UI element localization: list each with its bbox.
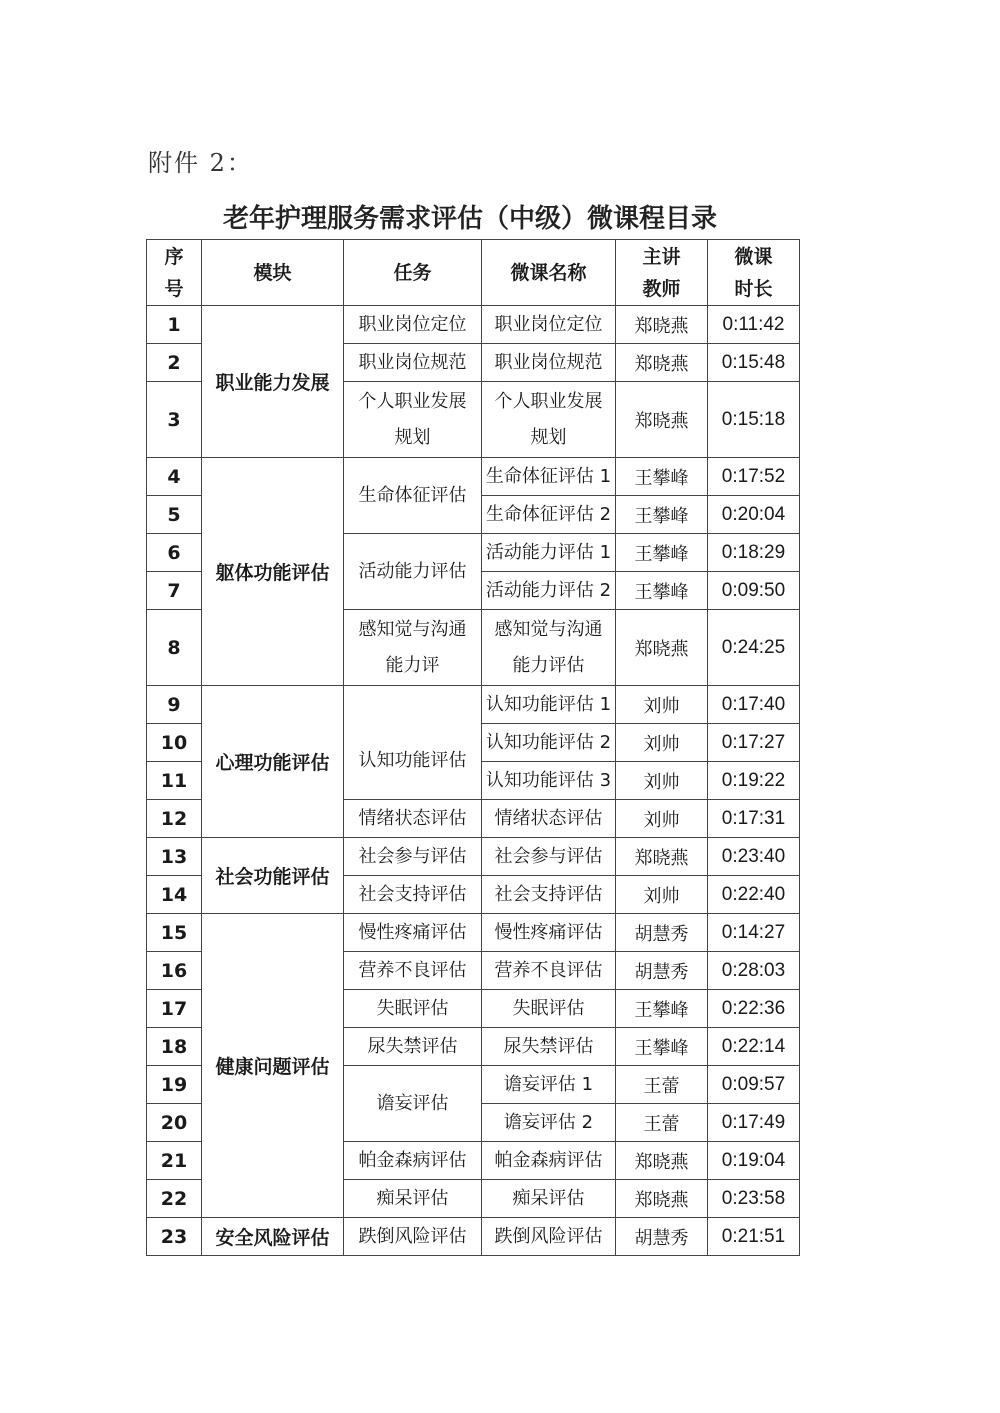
course-name-cell: 活动能力评估 2 — [482, 572, 616, 610]
task-cell: 尿失禁评估 — [344, 1028, 482, 1066]
course-name-cell: 生命体征评估 1 — [482, 458, 616, 496]
task-cell: 跌倒风险评估 — [344, 1218, 482, 1256]
teacher-cell: 刘帅 — [616, 724, 708, 762]
course-name-cell: 活动能力评估 1 — [482, 534, 616, 572]
row-number: 13 — [147, 838, 202, 876]
course-name-cell: 尿失禁评估 — [482, 1028, 616, 1066]
course-name-cell: 认知功能评估 3 — [482, 762, 616, 800]
row-number: 19 — [147, 1066, 202, 1104]
task-cell: 帕金森病评估 — [344, 1142, 482, 1180]
duration-cell: 0:18:29 — [708, 534, 800, 572]
task-cell: 感知觉与沟通 能力评 — [344, 610, 482, 686]
header-course: 微课名称 — [482, 240, 616, 306]
task-cell: 职业岗位定位 — [344, 306, 482, 344]
duration-cell: 0:19:22 — [708, 762, 800, 800]
row-number: 12 — [147, 800, 202, 838]
row-number: 15 — [147, 914, 202, 952]
teacher-cell: 王蕾 — [616, 1104, 708, 1142]
duration-cell: 0:22:14 — [708, 1028, 800, 1066]
duration-cell: 0:17:49 — [708, 1104, 800, 1142]
course-name-cell: 认知功能评估 1 — [482, 686, 616, 724]
duration-cell: 0:11:42 — [708, 306, 800, 344]
duration-cell: 0:15:18 — [708, 382, 800, 458]
teacher-cell: 王攀峰 — [616, 1028, 708, 1066]
header-row — [147, 240, 800, 306]
row-number: 22 — [147, 1180, 202, 1218]
teacher-cell: 王攀峰 — [616, 496, 708, 534]
teacher-cell: 郑晓燕 — [616, 838, 708, 876]
row-number: 8 — [147, 610, 202, 686]
row-number: 21 — [147, 1142, 202, 1180]
course-name-cell: 情绪状态评估 — [482, 800, 616, 838]
row-number: 2 — [147, 344, 202, 382]
row-number: 3 — [147, 382, 202, 458]
course-name-cell: 痴呆评估 — [482, 1180, 616, 1218]
task-cell: 生命体征评估 — [344, 458, 482, 534]
teacher-cell: 郑晓燕 — [616, 1180, 708, 1218]
row-number: 17 — [147, 990, 202, 1028]
course-name-cell: 营养不良评估 — [482, 952, 616, 990]
duration-cell: 0:24:25 — [708, 610, 800, 686]
table-row — [147, 306, 800, 344]
duration-cell: 0:09:50 — [708, 572, 800, 610]
duration-cell: 0:28:03 — [708, 952, 800, 990]
header-duration: 微课 时长 — [708, 240, 800, 306]
course-name-cell: 社会支持评估 — [482, 876, 616, 914]
task-cell: 失眠评估 — [344, 990, 482, 1028]
course-name-cell: 生命体征评估 2 — [482, 496, 616, 534]
task-cell: 痴呆评估 — [344, 1180, 482, 1218]
course-name-cell: 社会参与评估 — [482, 838, 616, 876]
duration-cell: 0:21:51 — [708, 1218, 800, 1256]
module-cell: 健康问题评估 — [202, 914, 344, 1218]
duration-cell: 0:17:52 — [708, 458, 800, 496]
teacher-cell: 胡慧秀 — [616, 914, 708, 952]
course-name-cell: 跌倒风险评估 — [482, 1218, 616, 1256]
duration-cell: 0:15:48 — [708, 344, 800, 382]
header-seq: 序 号 — [147, 240, 202, 306]
module-cell: 社会功能评估 — [202, 838, 344, 914]
row-number: 1 — [147, 306, 202, 344]
row-number: 11 — [147, 762, 202, 800]
teacher-cell: 胡慧秀 — [616, 952, 708, 990]
course-name-cell: 帕金森病评估 — [482, 1142, 616, 1180]
module-cell: 心理功能评估 — [202, 686, 344, 838]
teacher-cell: 王攀峰 — [616, 534, 708, 572]
teacher-cell: 刘帅 — [616, 686, 708, 724]
teacher-cell: 刘帅 — [616, 762, 708, 800]
duration-cell: 0:23:58 — [708, 1180, 800, 1218]
course-name-cell: 感知觉与沟通 能力评估 — [482, 610, 616, 686]
row-number: 4 — [147, 458, 202, 496]
duration-cell: 0:20:04 — [708, 496, 800, 534]
task-cell: 情绪状态评估 — [344, 800, 482, 838]
duration-cell: 0:09:57 — [708, 1066, 800, 1104]
task-cell: 活动能力评估 — [344, 534, 482, 610]
row-number: 10 — [147, 724, 202, 762]
table-row — [147, 838, 800, 876]
teacher-cell: 王攀峰 — [616, 990, 708, 1028]
duration-cell: 0:17:40 — [708, 686, 800, 724]
duration-cell: 0:22:40 — [708, 876, 800, 914]
course-name-cell: 失眠评估 — [482, 990, 616, 1028]
task-cell: 谵妄评估 — [344, 1066, 482, 1142]
document-title: 老年护理服务需求评估（中级）微课程目录 — [222, 204, 717, 234]
task-cell: 认知功能评估 — [344, 686, 482, 800]
row-number: 5 — [147, 496, 202, 534]
row-number: 23 — [147, 1218, 202, 1256]
module-cell: 安全风险评估 — [202, 1218, 344, 1256]
task-cell: 职业岗位规范 — [344, 344, 482, 382]
row-number: 6 — [147, 534, 202, 572]
teacher-cell: 刘帅 — [616, 800, 708, 838]
header-task: 任务 — [344, 240, 482, 306]
teacher-cell: 刘帅 — [616, 876, 708, 914]
duration-cell: 0:17:27 — [708, 724, 800, 762]
row-number: 20 — [147, 1104, 202, 1142]
row-number: 18 — [147, 1028, 202, 1066]
duration-cell: 0:23:40 — [708, 838, 800, 876]
teacher-cell: 王攀峰 — [616, 572, 708, 610]
teacher-cell: 郑晓燕 — [616, 382, 708, 458]
task-cell: 个人职业发展 规划 — [344, 382, 482, 458]
course-name-cell: 职业岗位规范 — [482, 344, 616, 382]
table-row — [147, 1218, 800, 1256]
module-cell: 躯体功能评估 — [202, 458, 344, 686]
task-cell: 社会支持评估 — [344, 876, 482, 914]
task-cell: 营养不良评估 — [344, 952, 482, 990]
task-cell: 慢性疼痛评估 — [344, 914, 482, 952]
row-number: 7 — [147, 572, 202, 610]
table-row — [147, 458, 800, 496]
duration-cell: 0:14:27 — [708, 914, 800, 952]
course-name-cell: 认知功能评估 2 — [482, 724, 616, 762]
duration-cell: 0:19:04 — [708, 1142, 800, 1180]
header-module: 模块 — [202, 240, 344, 306]
task-cell: 社会参与评估 — [344, 838, 482, 876]
course-name-cell: 谵妄评估 1 — [482, 1066, 616, 1104]
header-teacher: 主讲 教师 — [616, 240, 708, 306]
row-number: 16 — [147, 952, 202, 990]
course-name-cell: 谵妄评估 2 — [482, 1104, 616, 1142]
row-number: 14 — [147, 876, 202, 914]
course-catalog-table — [146, 239, 800, 1256]
teacher-cell: 郑晓燕 — [616, 610, 708, 686]
teacher-cell: 胡慧秀 — [616, 1218, 708, 1256]
attachment-label: 附件 2： — [148, 149, 253, 177]
module-cell: 职业能力发展 — [202, 306, 344, 458]
row-number: 9 — [147, 686, 202, 724]
teacher-cell: 王蕾 — [616, 1066, 708, 1104]
course-name-cell: 慢性疼痛评估 — [482, 914, 616, 952]
teacher-cell: 郑晓燕 — [616, 306, 708, 344]
course-name-cell: 职业岗位定位 — [482, 306, 616, 344]
teacher-cell: 郑晓燕 — [616, 344, 708, 382]
course-name-cell: 个人职业发展 规划 — [482, 382, 616, 458]
table-row — [147, 686, 800, 724]
teacher-cell: 郑晓燕 — [616, 1142, 708, 1180]
table-row — [147, 914, 800, 952]
duration-cell: 0:22:36 — [708, 990, 800, 1028]
teacher-cell: 王攀峰 — [616, 458, 708, 496]
duration-cell: 0:17:31 — [708, 800, 800, 838]
